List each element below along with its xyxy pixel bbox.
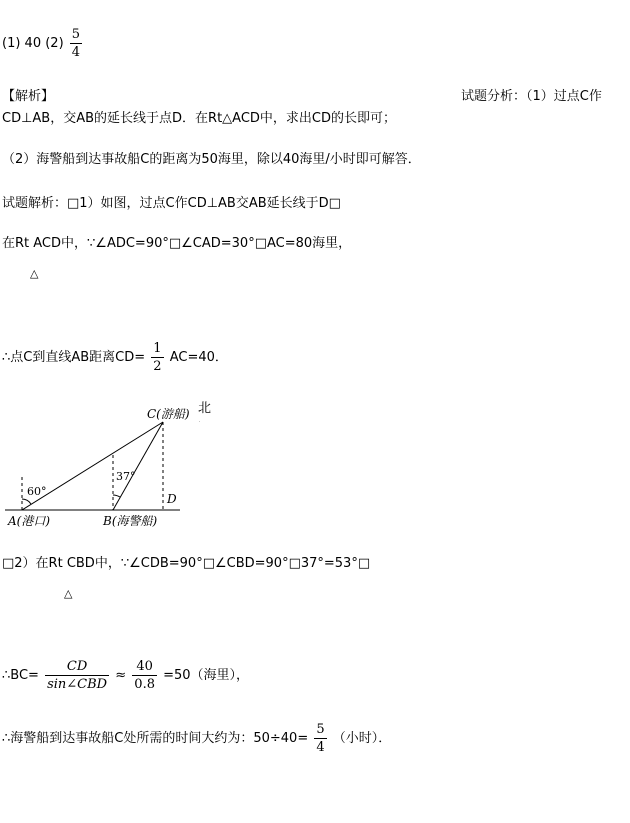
label-c: C(游船) <box>147 407 190 421</box>
fraction-five-fourths: $\frac{5}{4}$ <box>316 722 325 755</box>
analysis-line2: CD⊥AB，交AB的延长线于点D．在Rt△ACD中，求出CD的长即可； <box>2 111 397 126</box>
solution-line1: 试题解析：□1）如图，过点C作CD⊥AB交AB延长线于D□ <box>2 196 341 211</box>
answer-part1: (1) 40 (2) <box>2 36 64 51</box>
geometry-figure <box>0 395 200 535</box>
solution-line3: ∴点C到直线AB距离CD= $\frac{1}{2}$ AC=40． <box>2 341 228 374</box>
solution-line4: □2）在Rt CBD中，∵∠CDB=90°□∠CBD=90°□37°=53°□ <box>2 556 371 571</box>
answer-line <box>2 28 84 59</box>
solution-line6: ∴海警船到达事故船C处所需的时间大约为：50÷40= $\frac{5}{4}$ （小时）． <box>2 722 392 755</box>
analysis-intro: 试题分析：（1）过点C作 <box>461 89 602 104</box>
triangle-symbol-2: △ <box>64 587 73 600</box>
angle-arc-60 <box>22 499 31 504</box>
line-bc <box>113 422 163 510</box>
angle-arc-37 <box>113 495 120 497</box>
label-37: 37° <box>116 470 136 483</box>
analysis-line3: （2）海警船到达事故船C的距离为50海里，除以40海里/小时即可解答． <box>2 152 421 167</box>
label-d: D <box>167 492 177 506</box>
fraction-40-08: $\frac{40}{0.8}$ <box>134 659 155 692</box>
label-b: B(海警船) <box>103 514 158 528</box>
solution-line2: 在Rt ACD中，∵∠ADC=90°□∠CAD=30°□AC=80海里， <box>2 236 352 251</box>
fraction-half: $\frac{1}{2}$ <box>153 341 162 374</box>
analysis-heading: 【解析】 <box>2 89 55 104</box>
fraction-cd-sin: $\frac{CD}{\text{sin∠CBD}}$ <box>47 659 108 692</box>
solution-line5: ∴BC= $\frac{CD}{\text{sin∠CBD}}$ ≈ $\frac{40}{0.8}$ =50（海里）， <box>2 659 250 692</box>
label-a: A(港口) <box>8 514 51 528</box>
label-60: 60° <box>27 485 47 498</box>
triangle-symbol-1: △ <box>30 267 39 280</box>
label-north: 北 <box>198 401 212 416</box>
answer-fraction: $\frac{5}{4}$ <box>71 27 81 60</box>
